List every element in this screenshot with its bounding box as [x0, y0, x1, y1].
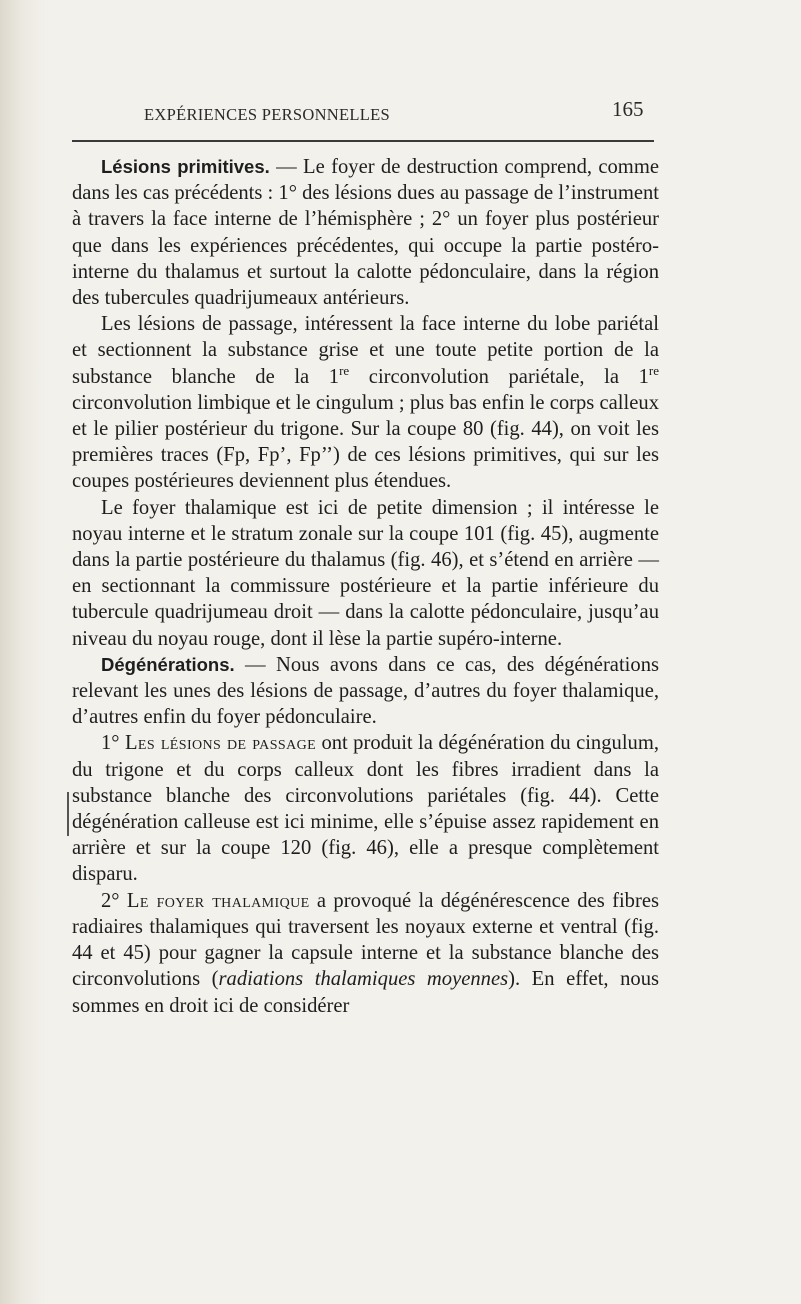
paragraph-text: — Nous avons dans ce cas, des dégénérations relevant les unes des lésions de passage, d’autres du foyer thalamique, d’autres enfin du foyer pédonculaire.	[72, 653, 659, 729]
item-heading: Les lésions de passage	[124, 732, 317, 755]
paragraph-text: circonvolution limbique et le cingulum ; plus bas enfin le corps calleux et le pilier postérieur du trigone. Sur la coupe 80 (fig. 44), on voit les premières traces (Fp, Fp’, Fp’’) de ces lésions primitives, qui sur les coupes postérieures deviennent plus étendues.	[72, 391, 659, 493]
paragraph-text: Le foyer thalamique est ici de petite dimension ; il intéresse le noyau interne et le stratum zonale sur la coupe 101 (fig. 45), augmente dans la partie postérieure du thalamus (fig. 46), et s’étend en arrière — en sectionnant la commissure postérieure et la partie inférieure du tubercule quadrijumeau droit — dans la calotte pédonculaire, jusqu’au niveau du noyau rouge, dont il lèse la partie supéro-interne.	[72, 496, 659, 650]
superscript: re	[339, 362, 350, 378]
paragraph-lesions-primitives	[72, 154, 659, 311]
paragraph-item-2	[72, 888, 659, 1019]
page-number: 165	[612, 97, 644, 121]
paragraph-item-1	[72, 730, 659, 887]
paragraph-lesions-passage	[72, 311, 659, 494]
item-number: 2°	[101, 889, 127, 912]
paragraph-text: Les lésions de passage, intéressent la face interne du lobe pariétal et sectionnent la substance grise et une toute petite portion de la substance blanche de la 1	[72, 313, 659, 388]
paragraph-text: a provoqué la dégénérescence des fibres radiaires thalamiques qui traversent les noyaux externe et ventral (fig. 44 et 45) pour gagner la capsule interne et la substance blanche des circonvolutions (	[72, 889, 659, 991]
italic-term: radiations thalamiques moyennes	[218, 968, 509, 991]
superscript: re	[648, 362, 659, 378]
section-lead-degenerations: Dégénérations.	[101, 653, 235, 675]
item-heading: Le foyer thalamique	[126, 889, 310, 912]
running-title: EXPÉRIENCES PERSONNELLES	[144, 105, 391, 124]
item-number: 1°	[101, 732, 125, 755]
paragraph-text: ). En effet, nous sommes en droit ici de considérer	[72, 968, 660, 1017]
paragraph-text: circonvolution pariétale, la 1	[349, 365, 649, 388]
paragraph-foyer-thalamique	[72, 495, 659, 652]
margin-mark	[67, 792, 69, 836]
paragraph-text: ont produit la dégénération du cingulum, du trigone et du corps calleux dont les fibres irradient dans la substance blanche des circonvolutions pariétales (fig. 44). Cette dégénération calleuse est ici minime, elle s’épuise assez rapidement en arrière et sur la coupe 120 (fig. 46), elle a presque complètement disparu.	[72, 732, 660, 886]
paragraph-degenerations	[72, 652, 659, 731]
running-head	[0, 97, 801, 127]
paragraph-text: — Le foyer de destruction comprend, comme dans les cas précédents : 1° des lésions dues au passage de l’instrument à travers la face interne de l’hémisphère ; 2° un foyer plus postérieur que dans les expériences précédentes, qui occupe la partie postéro-interne du thalamus et surtout la calotte pédonculaire, dans la région des tubercules quadrijumeaux antérieurs.	[72, 156, 659, 310]
header-rule	[72, 140, 654, 142]
body-text	[72, 154, 659, 1019]
section-lead-lesions: Lésions primitives.	[101, 156, 270, 177]
